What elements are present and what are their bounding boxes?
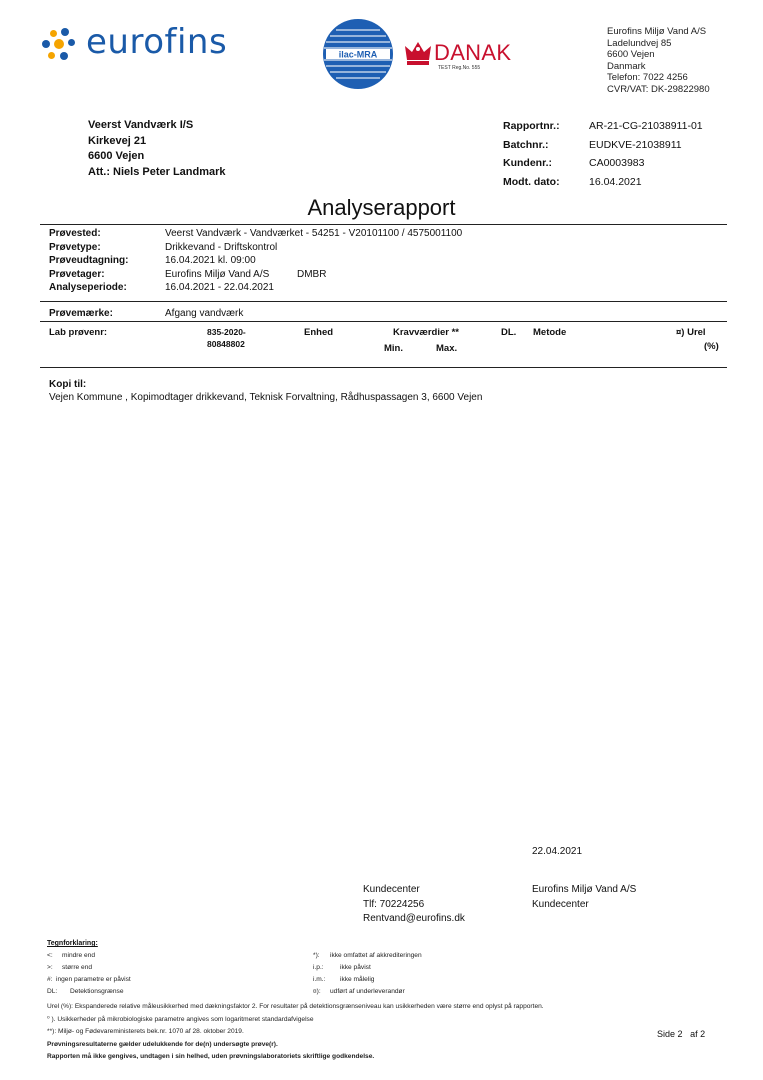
divider bbox=[40, 321, 727, 322]
notes bbox=[47, 1001, 544, 1064]
note-line: Urel (%): Ekspanderede relative måleusikkerhed med dækningsfaktor 2. For resultater på detektionsgrænseniveau kan usikkerheden være større end oplyst på rapporten. bbox=[47, 1003, 544, 1010]
info-extra: DMBR bbox=[297, 268, 327, 280]
customer-street: Kirkevej 21 bbox=[88, 134, 147, 147]
report-meta bbox=[503, 117, 703, 191]
kundecenter-label: Kundecenter bbox=[363, 884, 420, 895]
meta-label: Modt. dato: bbox=[503, 175, 560, 188]
info-value: Drikkevand - Driftskontrol bbox=[165, 241, 278, 253]
col-sample-number-2: 80848802 bbox=[207, 339, 245, 349]
address-line: 6600 Vejen bbox=[607, 49, 655, 61]
legend-text: ikke målelig bbox=[340, 976, 375, 983]
page-label: Side bbox=[657, 1029, 676, 1039]
signature-company bbox=[532, 883, 636, 912]
page-current: 2 bbox=[677, 1029, 683, 1039]
meta-row bbox=[503, 136, 703, 155]
lab-address bbox=[607, 26, 710, 96]
danak-text: DANAK bbox=[434, 40, 512, 65]
legend-symbol: *): bbox=[313, 952, 320, 959]
col-metode: Metode bbox=[533, 327, 567, 338]
meta-value: EUDKVE-21038911 bbox=[589, 138, 682, 151]
sample-info bbox=[49, 227, 649, 297]
copy-to bbox=[49, 379, 482, 404]
address-line: Eurofins Miljø Vand A/S bbox=[607, 26, 707, 37]
sample-mark-value: Afgang vandværk bbox=[165, 308, 244, 319]
meta-label: Kundenr.: bbox=[503, 157, 552, 169]
company-name: Eurofins Miljø Vand A/S bbox=[532, 884, 637, 895]
meta-row bbox=[503, 117, 703, 136]
info-value: 16.04.2021 - 22.04.2021 bbox=[165, 282, 274, 293]
eurofins-logo bbox=[40, 22, 240, 66]
customer-address bbox=[88, 118, 226, 180]
customer-city: 6600 Vejen bbox=[88, 150, 145, 162]
page-title: Analyserapport bbox=[307, 195, 456, 220]
col-max: Max. bbox=[436, 343, 458, 354]
info-value: Eurofins Miljø Vand A/S bbox=[165, 268, 270, 280]
legend-symbol: <: bbox=[47, 952, 53, 959]
phone: Tlf: 70224256 bbox=[363, 898, 425, 910]
page-of: af bbox=[690, 1029, 698, 1039]
footer-line: Prøvningsresultaterne gælder udelukkende for de(n) undersøgte prøve(r). bbox=[47, 1040, 278, 1048]
sample-mark bbox=[49, 307, 449, 321]
info-label: Prøvetager: bbox=[49, 268, 105, 280]
address-line: Telefon: 7022 4256 bbox=[607, 72, 688, 84]
legend-text: mindre end bbox=[62, 952, 95, 959]
meta-value: AR-21-CG-21038911-01 bbox=[589, 120, 703, 132]
danak-reg: TEST Reg.No. 555 bbox=[438, 65, 481, 71]
address-line: Ladelundvej 85 bbox=[607, 37, 672, 49]
meta-row bbox=[503, 173, 703, 192]
info-label: Prøvetype: bbox=[49, 241, 101, 253]
address-line: Danmark bbox=[607, 60, 646, 72]
info-label: Analyseperiode: bbox=[49, 282, 127, 293]
ilac-text: ilac-MRA bbox=[338, 49, 378, 60]
footer-line: Rapporten må ikke gengives, undtagen i sin helhed, uden prøvningslaboratoriets skriftlige godkendelse. bbox=[47, 1053, 375, 1061]
meta-label: Batchnr.: bbox=[503, 138, 549, 151]
sample-mark-label: Prøvemærke: bbox=[49, 308, 113, 319]
legend-symbol: #: bbox=[47, 976, 53, 983]
col-dl: DL. bbox=[501, 327, 517, 338]
page-number bbox=[657, 1029, 705, 1039]
danak-logo bbox=[404, 36, 512, 76]
department: Kundecenter bbox=[532, 898, 589, 910]
legend-text: udført af underleverandør bbox=[330, 988, 405, 995]
meta-row bbox=[503, 154, 703, 173]
legend-text: ikke påvist bbox=[340, 964, 371, 971]
legend-symbol: i.p.: bbox=[313, 964, 324, 971]
divider bbox=[40, 301, 727, 302]
col-sample-number-1: 835-2020- bbox=[207, 327, 246, 337]
note-line: **): Miljø- og Fødevareministerets bek.nr. 1070 af 28. oktober 2019. bbox=[47, 1028, 244, 1036]
copy-to-label: Kopi til: bbox=[49, 379, 87, 390]
col-lab-provenr: Lab prøvenr: bbox=[49, 327, 108, 338]
info-label: Prøvested: bbox=[49, 228, 101, 239]
legend-symbol: ¤): bbox=[313, 988, 321, 995]
crown-icon bbox=[404, 40, 432, 66]
col-kravvaerdier: Kravværdier ** bbox=[393, 327, 460, 338]
ilac-mra-logo bbox=[322, 18, 394, 90]
eurofins-brand-text: eurofins bbox=[86, 22, 228, 62]
info-value: Veerst Vandværk - Vandværket - 54251 - V20101100 / 4575001100 bbox=[165, 228, 463, 239]
info-value: 16.04.2021 kl. 09:00 bbox=[165, 255, 256, 266]
legend-symbol: >: bbox=[47, 964, 53, 971]
legend-text: større end bbox=[62, 964, 93, 971]
col-min: Min. bbox=[384, 343, 403, 354]
divider bbox=[40, 224, 727, 225]
legend-symbol: DL: bbox=[47, 988, 58, 995]
legend-text: ikke omfattet af akkrediteringen bbox=[330, 952, 422, 959]
meta-value: CA0003983 bbox=[589, 157, 645, 169]
info-label: Prøveudtagning: bbox=[49, 255, 129, 266]
meta-label: Rapportnr.: bbox=[503, 120, 560, 132]
legend-text: Detektionsgrænse bbox=[70, 988, 124, 995]
divider bbox=[40, 367, 727, 368]
col-enhed: Enhed bbox=[304, 327, 334, 338]
col-urel-unit: (%) bbox=[704, 341, 719, 352]
legend-title: Tegnforklaring: bbox=[47, 940, 98, 947]
address-line: CVR/VAT: DK-29822980 bbox=[607, 83, 710, 95]
legend-symbol: i.m.: bbox=[313, 976, 326, 983]
customer-att: Att.: Niels Peter Landmark bbox=[88, 165, 226, 178]
legend-text: ingen parametre er påvist bbox=[56, 976, 131, 983]
copy-to-text: Vejen Kommune , Kopimodtager drikkevand, Teknisk Forvaltning, Rådhuspassagen 3, 6600 Vejen bbox=[49, 391, 483, 403]
col-urel: ¤) Urel bbox=[676, 327, 706, 338]
page-total: 2 bbox=[700, 1029, 706, 1039]
meta-value: 16.04.2021 bbox=[589, 175, 642, 188]
note-line: ⁰ ). Usikkerheder på mikrobiologiske parametre angives som logaritmeret standardafvigelse bbox=[47, 1015, 314, 1023]
customer-center bbox=[363, 883, 465, 927]
report-date: 22.04.2021 bbox=[532, 846, 583, 857]
customer-name: Veerst Vandværk I/S bbox=[88, 119, 194, 131]
email-link[interactable]: Rentvand@eurofins.dk bbox=[363, 913, 465, 924]
